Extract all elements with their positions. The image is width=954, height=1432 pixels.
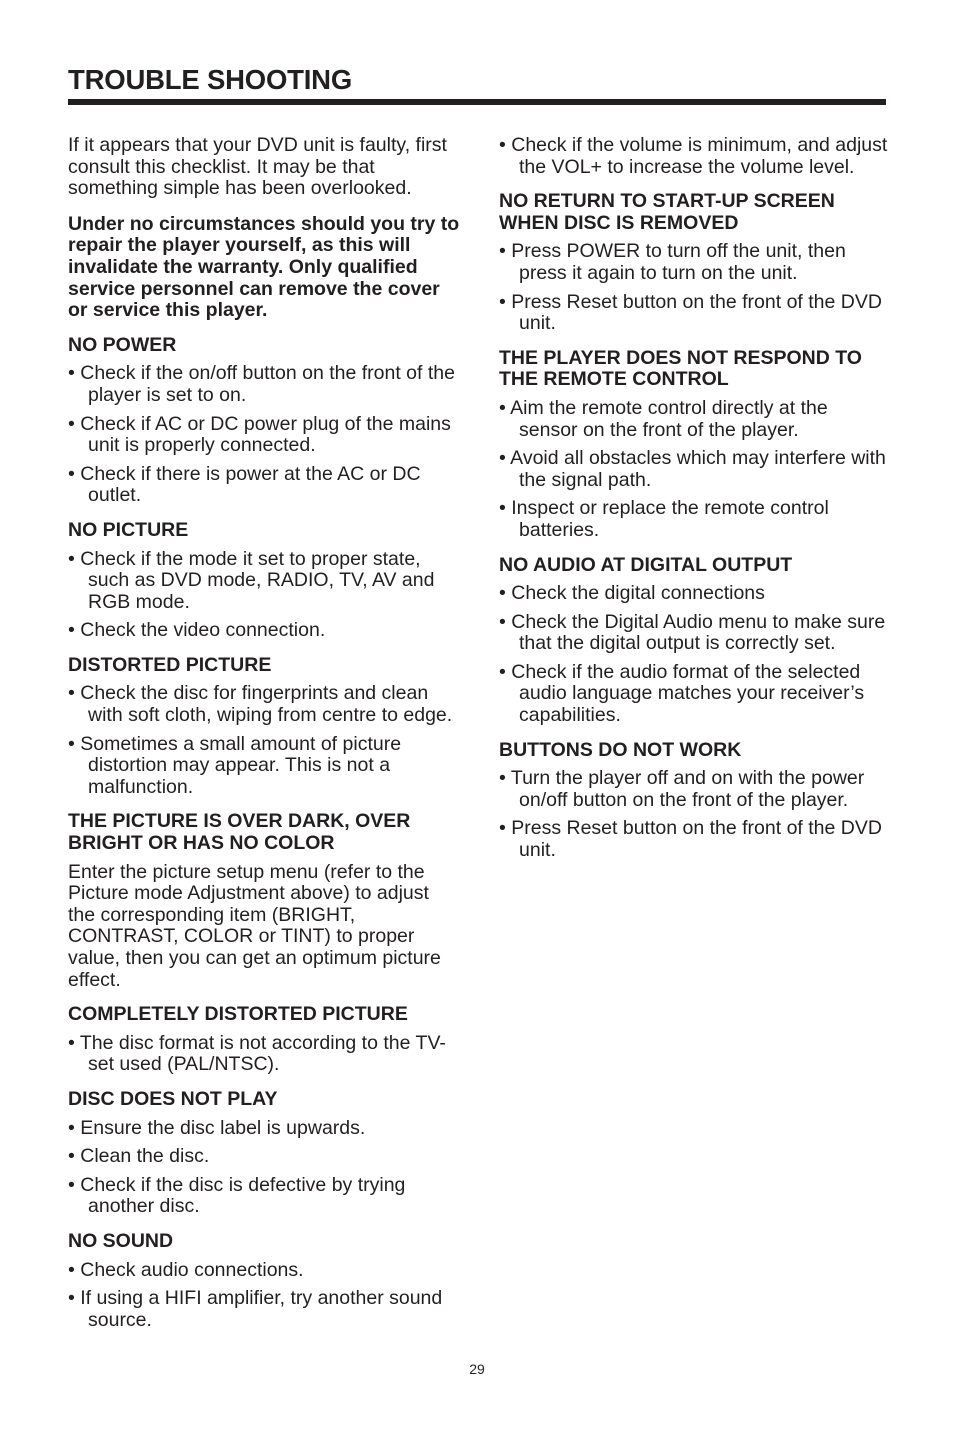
checklist	[499, 398, 889, 542]
section-heading: DISC DOES NOT PLAY	[68, 1087, 278, 1110]
list-item: • Check if the volume is minimum, and adjust the VOL+ to increase the volume level.	[499, 134, 888, 178]
section-heading: NO POWER	[68, 333, 177, 356]
section-no-return-to-start-up-screen-when-disc-is-removed	[499, 191, 889, 335]
list-item: • Ensure the disc label is upwards.	[68, 1116, 366, 1139]
list-item: • Avoid all obstacles which may interfere with the signal path.	[499, 447, 886, 491]
list-item: • The disc format is not according to the TV-set used (PAL/NTSC).	[68, 1031, 446, 1076]
left-column	[68, 135, 460, 1344]
list-item: • Check the disc for fingerprints and clean with soft cloth, wiping from centre to edge.	[68, 682, 453, 727]
list-item: • Check audio connections.	[68, 1258, 304, 1281]
checklist	[68, 1260, 460, 1332]
list-item: • Aim the remote control directly at the sensor on the front of the player.	[499, 396, 828, 441]
list-item: • Press Reset button on the front of the DVD unit.	[499, 290, 882, 335]
page-title: TROUBLE SHOOTING	[68, 64, 353, 95]
list-item: • If using a HIFI amplifier, try another sound source.	[68, 1287, 443, 1331]
section-no-power	[68, 335, 460, 507]
checklist	[499, 768, 889, 861]
list-item: • Check the Digital Audio menu to make sure that the digital output is correctly set.	[499, 610, 886, 655]
checklist	[68, 549, 460, 642]
list-item: • Check if the on/off button on the front of the player is set to on.	[68, 362, 455, 406]
section-no-sound	[68, 1231, 460, 1331]
list-item: • Check if the disc is defective by trying another disc.	[68, 1173, 406, 1218]
lead-item-list	[499, 135, 889, 178]
section-heading: NO AUDIO AT DIGITAL OUTPUT	[499, 553, 793, 576]
section-the-player-does-not-respond-to-the-remote-control	[499, 348, 889, 542]
section-heading: THE PICTURE IS OVER DARK, OVER BRIGHT OR HAS NO COLOR	[68, 810, 411, 855]
section-heading: DISTORTED PICTURE	[68, 653, 272, 676]
list-item: • Check if the mode it set to proper state, such as DVD mode, RADIO, TV, AV and RGB mode.	[68, 547, 435, 613]
list-item: • Check the video connection.	[68, 619, 326, 642]
section-distorted-picture	[68, 655, 460, 799]
section-buttons-do-not-work	[499, 740, 889, 862]
checklist	[68, 1118, 460, 1218]
section-heading: NO PICTURE	[68, 518, 189, 541]
list-item: • Clean the disc.	[68, 1145, 210, 1168]
list-item: • Check if the audio format of the selected audio language matches your receiver’s capabilities.	[499, 660, 865, 727]
checklist	[499, 241, 889, 334]
list-item: • Turn the player off and on with the power on/off button on the front of the player.	[499, 767, 865, 811]
list-item: • Press POWER to turn off the unit, then press it again to turn on the unit.	[499, 240, 846, 284]
title-divider	[68, 99, 886, 105]
list-item: • Check the digital connections	[499, 582, 765, 605]
list-item: • Press Reset button on the front of the DVD unit.	[499, 817, 882, 862]
section-heading: THE PLAYER DOES NOT RESPOND TO THE REMOTE CONTROL	[499, 346, 862, 391]
list-item: • Check if AC or DC power plug of the mains unit is properly connected.	[68, 412, 451, 457]
section-heading: COMPLETELY DISTORTED PICTURE	[68, 1003, 408, 1026]
intro-paragraph: If it appears that your DVD unit is faulty, first consult this checklist. It may be that something simple has been overlooked.	[68, 134, 447, 200]
section-disc-does-not-play	[68, 1089, 460, 1218]
list-item: • Sometimes a small amount of picture distortion may appear. This is not a malfunction.	[68, 732, 402, 798]
section-no-picture	[68, 520, 460, 642]
checklist	[68, 363, 460, 507]
checklist	[68, 1033, 460, 1076]
right-column	[499, 135, 889, 875]
checklist	[499, 583, 889, 727]
section-paragraph: Enter the picture setup menu (refer to the Picture mode Adjustment above) to adjust the corresponding item (BRIGHT, CONTRAST, COLOR or TINT) to proper value, then you can get an optimum picture effect.	[68, 860, 441, 991]
list-item: • Inspect or replace the remote control batteries.	[499, 497, 829, 541]
section-no-audio-at-digital-output	[499, 555, 889, 727]
list-item: • Check if there is power at the AC or DC outlet.	[68, 462, 421, 507]
checklist	[68, 683, 460, 798]
warranty-warning: Under no circumstances should you try to repair the player yourself, as this will invalidate the warranty. Only qualified service personnel can remove the cover or service this player.	[68, 212, 460, 322]
section-heading: NO RETURN TO START-UP SCREEN WHEN DISC IS REMOVED	[499, 190, 835, 234]
section-completely-distorted-picture	[68, 1004, 460, 1076]
section-heading: BUTTONS DO NOT WORK	[499, 738, 742, 761]
page-number: 29	[469, 1361, 485, 1377]
section-heading: NO SOUND	[68, 1229, 174, 1252]
section-the-picture-is-over-dark-over-bright-or-has-no-color	[68, 811, 460, 991]
